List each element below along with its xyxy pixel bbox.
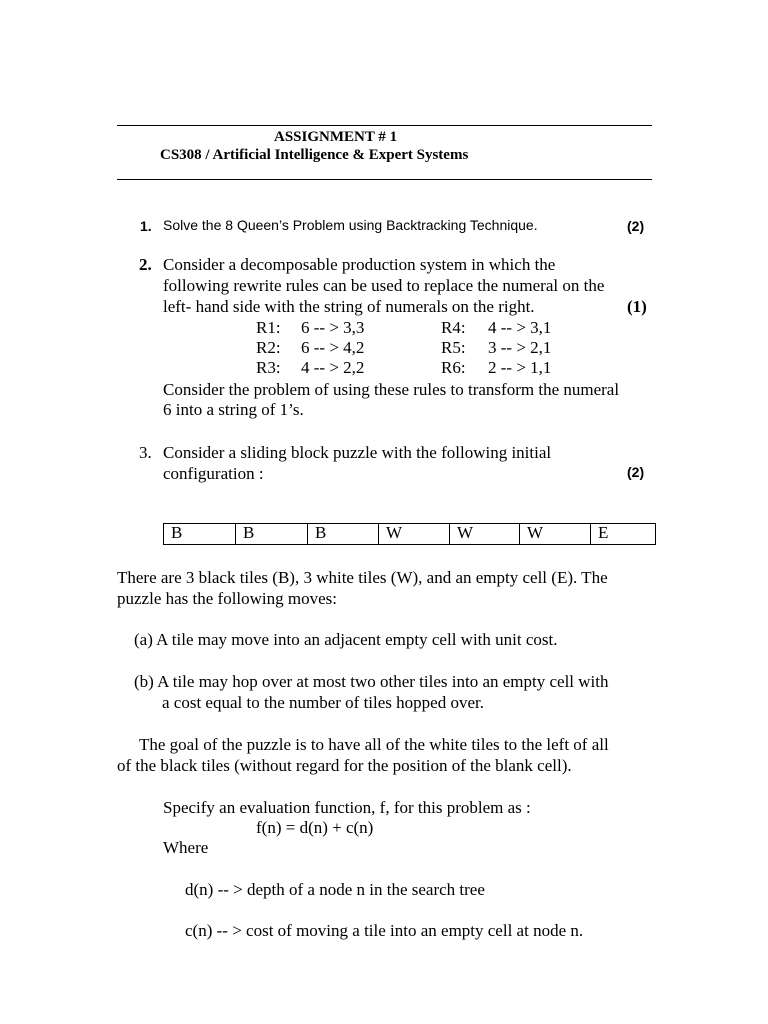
tile-cell: W [379,524,450,545]
tile-cell: B [164,524,236,545]
course-title: CS308 / Artificial Intelligence & Expert Systems [160,147,469,163]
rule-label: R5: [441,338,466,357]
assignment-title: ASSIGNMENT # 1 [274,129,398,145]
q1-text: Solve the 8 Queen’s Problem using Backtracking Technique. [163,217,538,233]
goal-1: The goal of the puzzle is to have all of the white tiles to the left of all [139,735,609,754]
rule-label: R1: [256,318,281,337]
q3-line-1: Consider a sliding block puzzle with the following initial [163,443,552,462]
tile-cell: B [308,524,379,545]
rule-label: R6: [441,358,466,377]
tile-row [164,524,656,545]
q3-marks: (2) [627,464,645,480]
q2-closing-2: 6 into a string of 1’s. [163,400,304,419]
goal-2: of the black tiles (without regard for the position of the blank cell). [117,756,572,775]
q3-desc-1: There are 3 black tiles (B), 3 white tiles (W), and an empty cell (E). The [117,568,608,587]
tile-cell: W [520,524,591,545]
q2-line-2: following rewrite rules can be used to replace the numeral on the [163,276,605,295]
dn-definition: d(n) -- > depth of a node n in the search tree [185,880,485,899]
cn-definition: c(n) -- > cost of moving a tile into an empty cell at node n. [185,921,584,940]
q3-number: 3. [139,443,152,462]
rule-value: 4 -- > 3,1 [488,318,552,337]
move-b-2: a cost equal to the number of tiles hopped over. [162,693,484,712]
move-b-1: (b) A tile may hop over at most two other tiles into an empty cell with [134,672,609,691]
rule-value: 6 -- > 4,2 [301,338,365,357]
where-label: Where [163,838,209,857]
rule-value: 4 -- > 2,2 [301,358,365,377]
rule-value: 3 -- > 2,1 [488,338,552,357]
rule-value: 6 -- > 3,3 [301,318,365,337]
rule-label: R4: [441,318,466,337]
bottom-rule [117,179,652,180]
q2-closing-1: Consider the problem of using these rules to transform the numeral [163,380,620,399]
top-rule [117,125,652,126]
q1-marks: (2) [627,218,645,234]
tile-cell: W [450,524,520,545]
q2-line-1: Consider a decomposable production system in which the [163,255,556,274]
move-a: (a) A tile may move into an adjacent empty cell with unit cost. [134,630,558,649]
rule-value: 2 -- > 1,1 [488,358,552,377]
formula: f(n) = d(n) + c(n) [256,818,374,837]
tile-cell: B [236,524,308,545]
rule-label: R2: [256,338,281,357]
puzzle-tiles [163,523,656,545]
q2-line-3: left- hand side with the string of numerals on the right. [163,297,535,316]
rule-label: R3: [256,358,281,377]
q1-number: 1. [140,218,152,234]
specify-text: Specify an evaluation function, f, for this problem as : [163,798,531,817]
q3-line-2: configuration : [163,464,264,483]
q2-marks: (1) [627,297,647,316]
q3-desc-2: puzzle has the following moves: [117,589,338,608]
q2-number: 2. [139,255,152,274]
tile-cell: E [591,524,656,545]
